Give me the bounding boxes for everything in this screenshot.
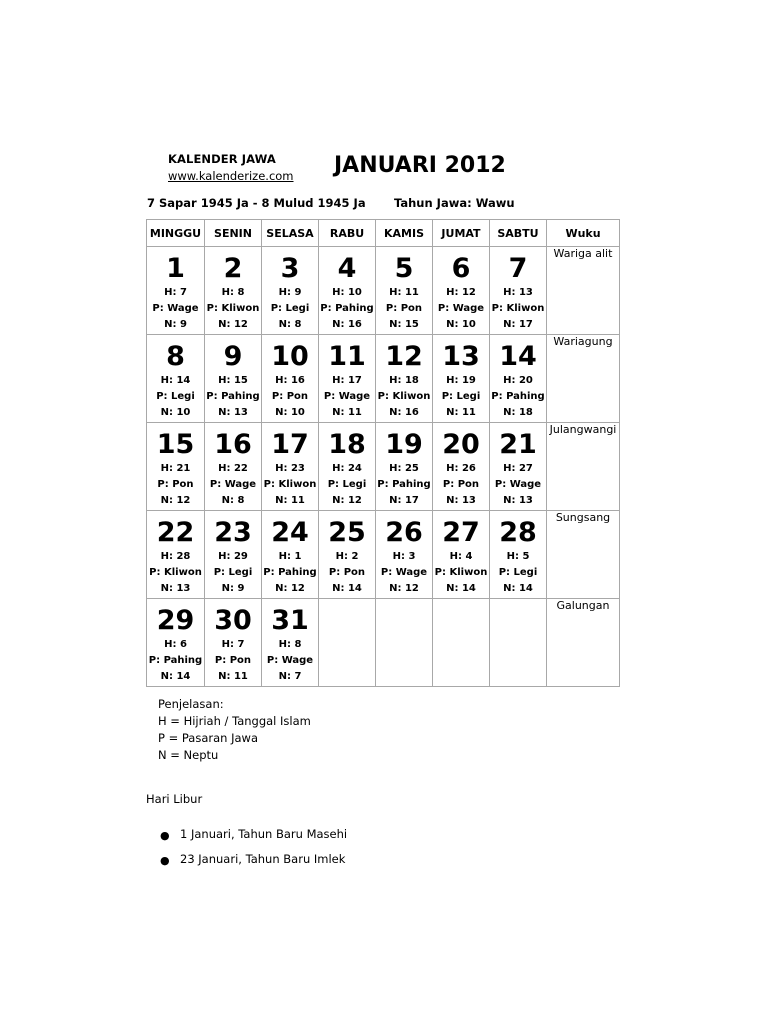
day-cell bbox=[147, 599, 205, 687]
day-cell bbox=[376, 335, 433, 423]
pasaran: P: Kliwon bbox=[263, 479, 317, 490]
hijri-date: H: 13 bbox=[503, 287, 533, 298]
header-sabtu: SABTU bbox=[490, 220, 547, 247]
day-number: 26 bbox=[385, 517, 423, 548]
neptu: N: 8 bbox=[221, 495, 245, 506]
day-number: 16 bbox=[214, 429, 252, 460]
hijri-date: H: 8 bbox=[221, 287, 245, 298]
day-cell bbox=[205, 335, 262, 423]
empty-day-cell bbox=[376, 599, 433, 687]
weekday-header-row bbox=[147, 220, 620, 247]
day-cell bbox=[490, 335, 547, 423]
day-cell bbox=[490, 423, 547, 511]
neptu: N: 16 bbox=[332, 319, 362, 330]
hijri-date: H: 25 bbox=[389, 463, 419, 474]
legend-line: H = Hijriah / Tanggal Islam bbox=[158, 714, 311, 728]
day-cell bbox=[205, 511, 262, 599]
day-number: 4 bbox=[337, 253, 357, 284]
holiday-item bbox=[160, 851, 347, 876]
pasaran: P: Wage bbox=[437, 303, 485, 314]
header-minggu: MINGGU bbox=[147, 220, 205, 247]
holiday-text: 1 Januari, Tahun Baru Masehi bbox=[180, 827, 348, 841]
day-number: 19 bbox=[385, 429, 423, 460]
day-cell bbox=[205, 599, 262, 687]
hijri-date: H: 22 bbox=[218, 463, 248, 474]
pasaran: P: Wage bbox=[209, 479, 257, 490]
neptu: N: 12 bbox=[218, 319, 248, 330]
day-number: 9 bbox=[223, 341, 243, 372]
hijri-date: H: 23 bbox=[275, 463, 305, 474]
neptu: N: 13 bbox=[446, 495, 476, 506]
hijri-date: H: 19 bbox=[446, 375, 476, 386]
week-row bbox=[147, 247, 620, 335]
neptu: N: 11 bbox=[332, 407, 362, 418]
hijri-date: H: 2 bbox=[335, 551, 359, 562]
pasaran: P: Kliwon bbox=[206, 303, 260, 314]
pasaran: P: Kliwon bbox=[377, 391, 431, 402]
neptu: N: 12 bbox=[275, 583, 305, 594]
pasaran: P: Kliwon bbox=[434, 567, 488, 578]
site-link[interactable]: www.kalenderize.com bbox=[168, 169, 294, 183]
day-number: 18 bbox=[328, 429, 366, 460]
holiday-item bbox=[160, 826, 347, 851]
day-cell bbox=[205, 247, 262, 335]
day-number: 2 bbox=[223, 253, 243, 284]
neptu: N: 12 bbox=[160, 495, 191, 506]
header-senin: SENIN bbox=[205, 220, 262, 247]
header-wuku: Wuku bbox=[547, 220, 620, 247]
neptu: N: 13 bbox=[160, 583, 191, 594]
pasaran: P: Legi bbox=[213, 567, 253, 578]
neptu: N: 11 bbox=[218, 671, 248, 682]
calendar-grid bbox=[146, 219, 620, 687]
legend-line: P = Pasaran Jawa bbox=[158, 731, 258, 745]
day-cell bbox=[262, 247, 319, 335]
pasaran: P: Pahing bbox=[263, 567, 317, 578]
wuku-cell: Sungsang bbox=[547, 511, 620, 599]
pasaran: P: Legi bbox=[498, 567, 538, 578]
day-number: 7 bbox=[508, 253, 528, 284]
day-number: 30 bbox=[214, 605, 252, 636]
holiday-text: 23 Januari, Tahun Baru Imlek bbox=[180, 852, 346, 866]
day-number: 15 bbox=[156, 429, 195, 460]
legend-line: N = Neptu bbox=[158, 748, 219, 762]
day-cell bbox=[490, 247, 547, 335]
wuku-cell: Galungan bbox=[547, 599, 620, 687]
pasaran: P: Pon bbox=[442, 479, 480, 490]
pasaran: P: Pon bbox=[214, 655, 252, 666]
holidays-list bbox=[160, 826, 347, 876]
neptu: N: 10 bbox=[160, 407, 191, 418]
day-cell bbox=[319, 335, 376, 423]
pasaran: P: Legi bbox=[270, 303, 310, 314]
pasaran: P: Wage bbox=[380, 567, 428, 578]
day-number: 13 bbox=[442, 341, 480, 372]
pasaran: P: Legi bbox=[441, 391, 481, 402]
day-cell bbox=[262, 423, 319, 511]
neptu: N: 14 bbox=[332, 583, 362, 594]
pasaran: P: Pahing bbox=[320, 303, 374, 314]
day-cell bbox=[433, 511, 490, 599]
javanese-date-range: 7 Sapar 1945 Ja - 8 Mulud 1945 Ja bbox=[147, 196, 366, 210]
hijri-date: H: 28 bbox=[160, 551, 191, 562]
pasaran: P: Pon bbox=[385, 303, 423, 314]
legend-title: Penjelasan: bbox=[158, 697, 224, 711]
hijri-date: H: 7 bbox=[164, 287, 187, 298]
day-number: 22 bbox=[156, 517, 195, 548]
month-title: JANUARI 2012 bbox=[334, 153, 506, 178]
day-cell bbox=[147, 247, 205, 335]
hijri-date: H: 3 bbox=[392, 551, 416, 562]
week-row bbox=[147, 511, 620, 599]
hijri-date: H: 18 bbox=[389, 375, 419, 386]
pasaran: P: Pahing bbox=[206, 391, 260, 402]
day-cell bbox=[147, 511, 205, 599]
day-number: 21 bbox=[499, 429, 537, 460]
empty-day-cell bbox=[490, 599, 547, 687]
hijri-date: H: 12 bbox=[446, 287, 476, 298]
hijri-date: H: 6 bbox=[164, 639, 187, 650]
pasaran: P: Wage bbox=[266, 655, 314, 666]
hijri-date: H: 20 bbox=[503, 375, 533, 386]
hijri-date: H: 4 bbox=[449, 551, 473, 562]
brand-title: KALENDER JAWA bbox=[168, 152, 276, 166]
pasaran: P: Wage bbox=[494, 479, 542, 490]
neptu: N: 16 bbox=[389, 407, 419, 418]
neptu: N: 13 bbox=[503, 495, 533, 506]
hijri-date: H: 14 bbox=[160, 375, 191, 386]
day-cell bbox=[319, 247, 376, 335]
hijri-date: H: 16 bbox=[275, 375, 305, 386]
day-number: 14 bbox=[499, 341, 537, 372]
day-cell bbox=[319, 511, 376, 599]
week-row bbox=[147, 599, 620, 687]
day-cell bbox=[376, 511, 433, 599]
day-cell bbox=[490, 511, 547, 599]
neptu: N: 13 bbox=[218, 407, 248, 418]
neptu: N: 12 bbox=[389, 583, 419, 594]
day-number: 23 bbox=[214, 517, 252, 548]
pasaran: P: Wage bbox=[152, 303, 199, 314]
neptu: N: 11 bbox=[446, 407, 476, 418]
day-cell bbox=[376, 423, 433, 511]
day-number: 5 bbox=[394, 253, 414, 284]
neptu: N: 15 bbox=[389, 319, 419, 330]
hijri-date: H: 24 bbox=[332, 463, 362, 474]
neptu: N: 9 bbox=[221, 583, 245, 594]
day-number: 20 bbox=[442, 429, 480, 460]
neptu: N: 18 bbox=[503, 407, 533, 418]
neptu: N: 17 bbox=[503, 319, 533, 330]
day-number: 31 bbox=[271, 605, 309, 636]
day-number: 17 bbox=[271, 429, 309, 460]
holidays-title: Hari Libur bbox=[146, 792, 203, 806]
day-number: 3 bbox=[280, 253, 300, 284]
week-row bbox=[147, 335, 620, 423]
hijri-date: H: 7 bbox=[221, 639, 245, 650]
neptu: N: 14 bbox=[160, 671, 191, 682]
pasaran: P: Pon bbox=[157, 479, 194, 490]
hijri-date: H: 8 bbox=[278, 639, 302, 650]
day-cell bbox=[147, 335, 205, 423]
hijri-date: H: 26 bbox=[446, 463, 476, 474]
day-cell bbox=[205, 423, 262, 511]
day-number: 28 bbox=[499, 517, 537, 548]
day-number: 10 bbox=[271, 341, 309, 372]
pasaran: P: Pahing bbox=[148, 655, 203, 666]
day-cell bbox=[433, 423, 490, 511]
neptu: N: 10 bbox=[446, 319, 476, 330]
day-cell bbox=[376, 247, 433, 335]
day-number: 1 bbox=[166, 253, 185, 284]
pasaran: P: Pahing bbox=[491, 391, 545, 402]
day-cell bbox=[262, 335, 319, 423]
pasaran: P: Pahing bbox=[377, 479, 431, 490]
day-number: 25 bbox=[328, 517, 366, 548]
header-rabu: RABU bbox=[319, 220, 376, 247]
week-row bbox=[147, 423, 620, 511]
wuku-cell: Wariga alit bbox=[547, 247, 620, 335]
day-number: 24 bbox=[271, 517, 309, 548]
day-number: 12 bbox=[385, 341, 423, 372]
day-number: 11 bbox=[328, 341, 366, 372]
bullet-icon: ● bbox=[160, 829, 170, 842]
neptu: N: 14 bbox=[446, 583, 476, 594]
header-kamis: KAMIS bbox=[376, 220, 433, 247]
day-number: 8 bbox=[166, 341, 185, 372]
day-cell bbox=[147, 423, 205, 511]
header-jumat: JUMAT bbox=[433, 220, 490, 247]
header-selasa: SELASA bbox=[262, 220, 319, 247]
neptu: N: 7 bbox=[278, 671, 302, 682]
hijri-date: H: 15 bbox=[218, 375, 248, 386]
legend-notes bbox=[158, 696, 311, 764]
neptu: N: 11 bbox=[275, 495, 305, 506]
hijri-date: H: 29 bbox=[218, 551, 248, 562]
pasaran: P: Pon bbox=[328, 567, 366, 578]
neptu: N: 10 bbox=[275, 407, 305, 418]
hijri-date: H: 5 bbox=[506, 551, 530, 562]
wuku-cell: Julangwangi bbox=[547, 423, 620, 511]
day-number: 29 bbox=[156, 605, 195, 636]
day-cell bbox=[319, 423, 376, 511]
pasaran: P: Legi bbox=[327, 479, 367, 490]
hijri-date: H: 10 bbox=[332, 287, 362, 298]
pasaran: P: Kliwon bbox=[491, 303, 545, 314]
hijri-date: H: 9 bbox=[278, 287, 302, 298]
day-cell bbox=[433, 335, 490, 423]
hijri-date: H: 27 bbox=[503, 463, 533, 474]
hijri-date: H: 11 bbox=[389, 287, 419, 298]
empty-day-cell bbox=[319, 599, 376, 687]
wuku-cell: Wariagung bbox=[547, 335, 620, 423]
neptu: N: 14 bbox=[503, 583, 533, 594]
neptu: N: 9 bbox=[164, 319, 187, 330]
day-number: 27 bbox=[442, 517, 480, 548]
hijri-date: H: 21 bbox=[160, 463, 191, 474]
neptu: N: 8 bbox=[278, 319, 302, 330]
day-cell bbox=[262, 599, 319, 687]
pasaran: P: Pon bbox=[271, 391, 309, 402]
pasaran: P: Legi bbox=[156, 391, 195, 402]
neptu: N: 17 bbox=[389, 495, 419, 506]
day-cell bbox=[262, 511, 319, 599]
pasaran: P: Wage bbox=[323, 391, 371, 402]
javanese-year: Tahun Jawa: Wawu bbox=[394, 196, 515, 210]
empty-day-cell bbox=[433, 599, 490, 687]
pasaran: P: Kliwon bbox=[149, 567, 202, 578]
day-number: 6 bbox=[451, 253, 471, 284]
hijri-date: H: 1 bbox=[278, 551, 302, 562]
neptu: N: 12 bbox=[332, 495, 362, 506]
day-cell bbox=[433, 247, 490, 335]
hijri-date: H: 17 bbox=[332, 375, 362, 386]
bullet-icon: ● bbox=[160, 854, 170, 867]
